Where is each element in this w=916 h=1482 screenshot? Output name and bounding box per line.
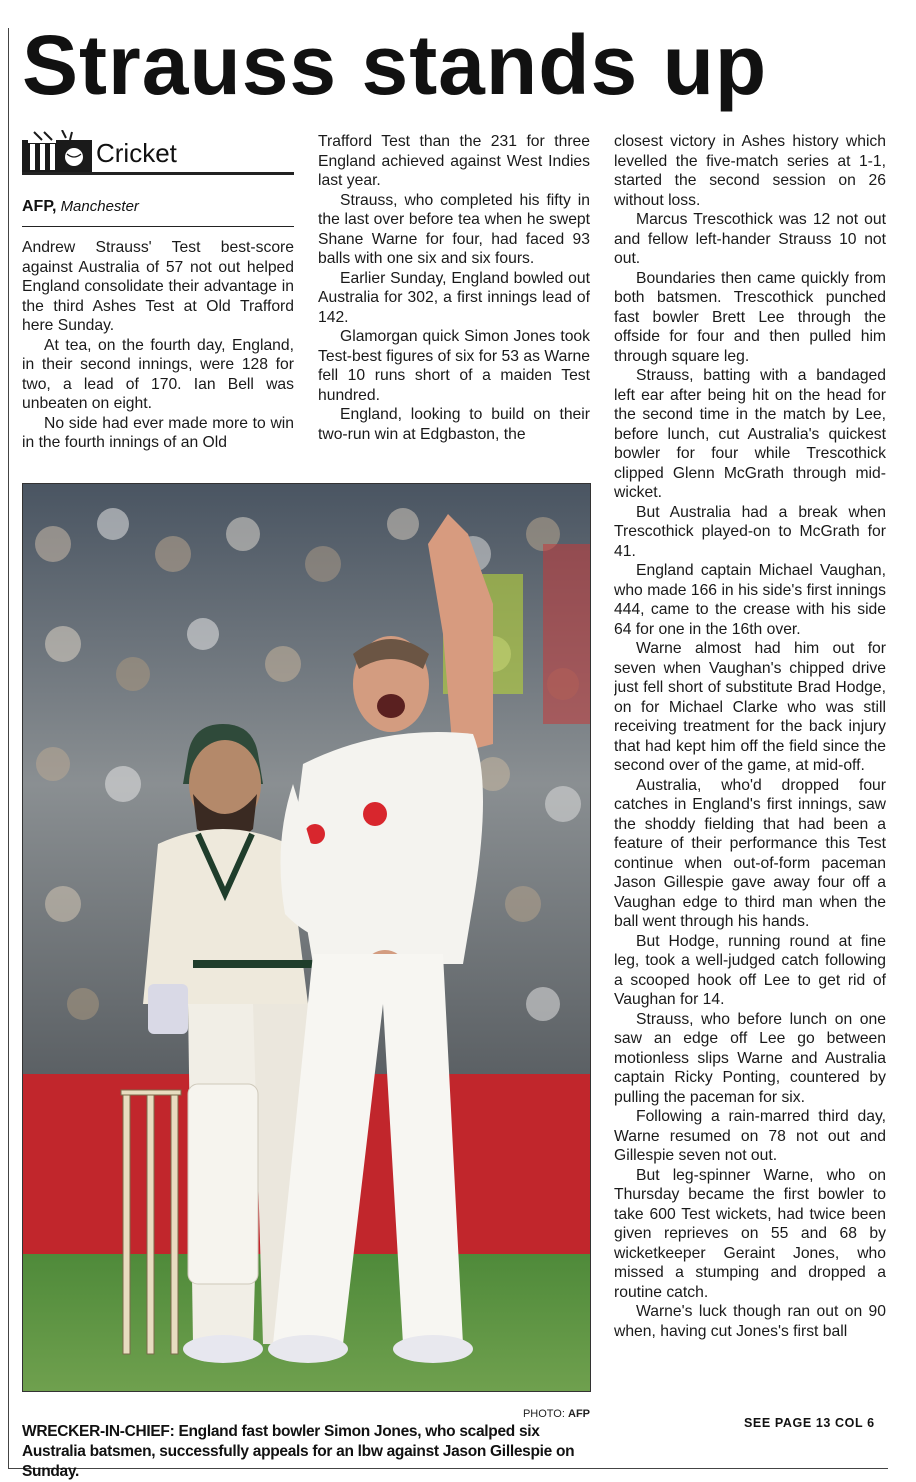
paragraph: No side had ever made more to win in the fourth innings of an Old	[22, 414, 294, 451]
paragraph: Trafford Test than the 231 for three England achieved against West Indies last year.	[318, 133, 590, 189]
paragraph: But leg-spinner Warne, who on Thursday became the first bowler to take 600 Test wickets, had twice been given reprieves on 55 and 68 by wicketkeeper Geraint Jones, who missed a stumping and dropped a routine catch.	[614, 1166, 886, 1301]
photo-credit-label: PHOTO:	[522, 1408, 565, 1420]
photo-caption: WRECKER-IN-CHIEF: England fast bowler Simon Jones, who scalped six Australia batsmen, successfully appeals for an lbw against Jason Gillespie on Sunday.	[22, 1423, 575, 1480]
paragraph: Australia, who'd dropped four catches in England's first innings, saw the shoddy fielding that had been a feature of their performance this Test continue when out-of-form paceman Jason Gillespie gave away four off a Vaughan edge to third man when the ball went through his hands.	[614, 776, 886, 930]
paragraph: Strauss, batting with a bandaged left ear after being hit on the head for the second time in the match by Lee, before lunch, cut Australia's quickest bowler for four while Trescothick clipped Glenn McGrath through mid-wicket.	[614, 367, 886, 501]
byline-rule	[22, 226, 294, 227]
paragraph: But Australia had a break when Trescothick played-on to McGrath for 41.	[614, 503, 886, 560]
paragraph: But Hodge, running round at fine leg, took a well-judged catch following a scooped hook off Lee to get rid of Vaughan for 14.	[614, 932, 886, 1008]
photo-credit-source: AFP	[568, 1408, 590, 1420]
paragraph: England captain Michael Vaughan, who made 166 in his side's first innings 444, came to the crease with his side 64 for one in the 16th over.	[614, 562, 886, 638]
byline-place: Manchester	[60, 198, 139, 215]
paragraph: closest victory in Ashes history which levelled the five-match series at 1-1, started the second session on 26 without loss.	[614, 133, 886, 209]
section-tag	[22, 130, 294, 176]
paragraph: Marcus Trescothick was 12 not out and fellow left-hander Strauss 10 not out.	[614, 211, 886, 267]
byline-agency: AFP,	[22, 198, 57, 215]
left-column-rule	[8, 28, 9, 1468]
paragraph: Boundaries then came quickly from both batsmen. Trescothick punched fast bowler Brett Lee through the offside for four and then pulled him through square leg.	[614, 269, 886, 365]
photo-credit	[440, 1408, 590, 1420]
jump-reference: SEE PAGE 13 COL 6	[744, 1416, 875, 1430]
article-column-3	[614, 132, 886, 1412]
section-name: Cricket	[96, 138, 177, 168]
article-column-2	[318, 132, 590, 462]
paragraph: Following a rain-marred third day, Warne resumed on 78 not out and Gillespie seven not out.	[614, 1108, 886, 1164]
paragraph: Glamorgan quick Simon Jones took Test-best figures of six for 53 as Warne fell 10 runs short of a maiden Test hundred.	[318, 328, 590, 404]
paragraph: Strauss, who before lunch on one saw an edge off Lee go between motionless slips Warne and Australia captain Ricky Ponting, countered by pulling the paceman for six.	[614, 1010, 886, 1106]
paragraph: England, looking to build on their two-run win at Edgbaston, the	[318, 406, 590, 443]
paragraph: Warne's luck though ran out on 90 when, having cut Jones's first ball	[614, 1303, 886, 1340]
cricket-photo	[22, 483, 591, 1392]
paragraph: Earlier Sunday, England bowled out Australia for 302, a first innings lead of 142.	[318, 269, 590, 326]
section-rule	[22, 172, 294, 175]
paragraph: Andrew Strauss' Test best-score against Australia of 57 not out helped England consolidate their advantage in the third Ashes Test at Old Trafford here Sunday.	[22, 239, 294, 334]
cricket-stumps-ball-icon	[22, 130, 92, 172]
paragraph: At tea, on the fourth day, England, in their second innings, were 128 for two, a lead of 170. Ian Bell was unbeaten on eight.	[22, 336, 294, 412]
headline: Strauss stands up	[22, 18, 768, 112]
paragraph: Strauss, who completed his fifty in the last over before tea when he swept Shane Warne for four, had faced 93 balls with one six and six fours.	[318, 191, 590, 267]
paragraph: Warne almost had him out for seven when Vaughan's chipped drive just fell short of substitute Brad Hodge, on for Michael Clarke who was still receiving treatment for the back injury that had kept him off the field since the second over of the game, at mid-off.	[614, 640, 886, 774]
byline	[22, 198, 294, 216]
article-column-1	[22, 238, 294, 460]
